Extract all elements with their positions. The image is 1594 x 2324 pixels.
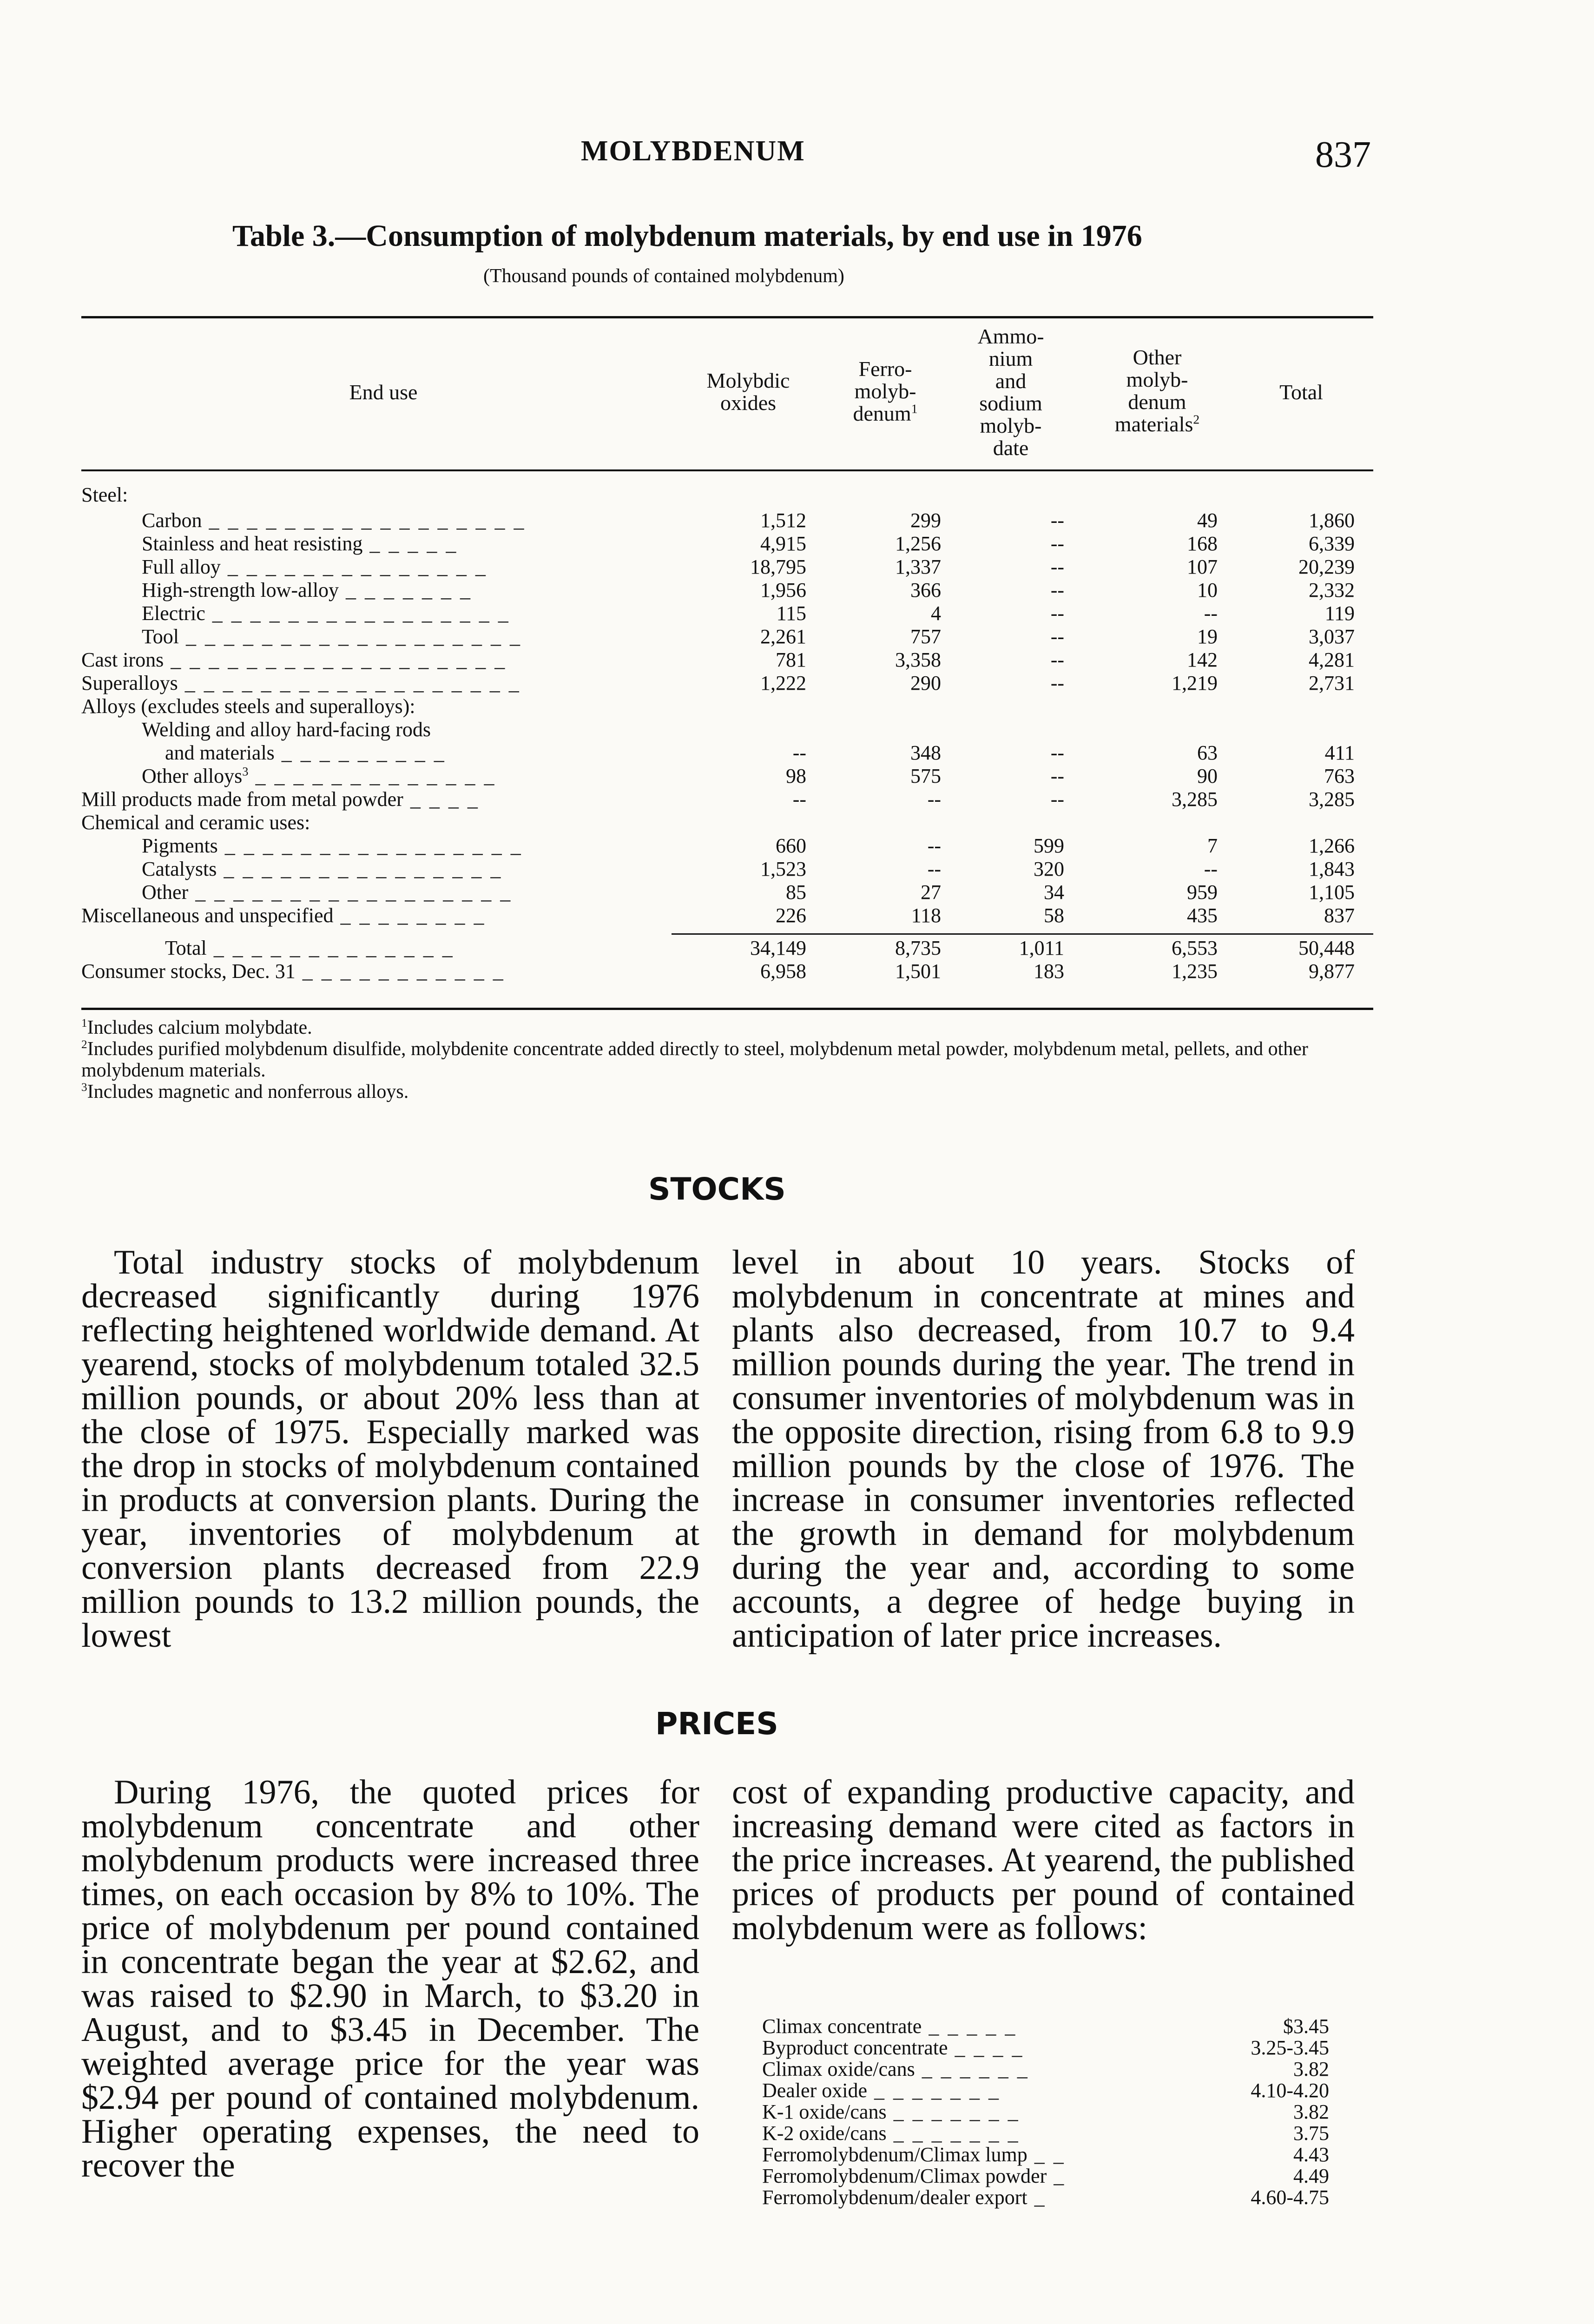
table-cell: 1,523 xyxy=(760,858,806,880)
table-cell: -- xyxy=(1050,648,1064,671)
table-cell: 1,256 xyxy=(895,532,941,555)
table-cell: 3,358 xyxy=(895,648,941,671)
table-row-label: Superalloys _ _ _ _ _ _ _ _ _ _ _ _ _ _ _ _ _ _ xyxy=(81,672,521,694)
table-cell: 1,512 xyxy=(760,509,806,532)
leader-dots: _ _ _ _ _ xyxy=(362,532,458,555)
header-ferromolybdenum: Ferro- molyb- denum$^1$ xyxy=(853,357,918,425)
table-row-label: High-strength low-alloy _ _ _ _ _ _ _ xyxy=(142,579,473,601)
leader-dots: _ _ _ _ _ _ _ _ _ _ _ _ _ _ _ _ _ xyxy=(188,881,513,904)
table-row-label: Welding and alloy hard-facing rods xyxy=(142,718,431,741)
price-item-value: 3.82 xyxy=(1293,2058,1329,2080)
table-cell: 411 xyxy=(1324,741,1355,764)
header-end-use: End use xyxy=(349,380,418,404)
table-row-label: Carbon _ _ _ _ _ _ _ _ _ _ _ _ _ _ _ _ _ xyxy=(142,509,526,532)
table-cell: 3,285 xyxy=(1172,788,1218,811)
price-item-value: 4.10-4.20 xyxy=(1251,2079,1329,2102)
table-cell: 183 xyxy=(1034,960,1064,983)
price-item-label: Ferromolybdenum/Climax powder _ xyxy=(762,2165,1066,2187)
leader-dots: _ _ _ _ _ _ _ xyxy=(867,2079,1001,2102)
table-cell: 6,339 xyxy=(1309,532,1355,555)
table-cell: 575 xyxy=(910,765,941,787)
stocks-right-column: level in about 10 years. Stocks of molybdenum in concentrate at mines and plants also decreased, from 10.7 to 9.4 million pounds during the year. The trend in consumer inventories of molybdenum was in the opposite direction, rising from 6.8 to 9.9 million pounds by the close of 1976. The increase in consumer inventories reflected the growth in demand for molybdenum during the year and, according to some accounts, a degree of hedge buying in anticipation of later price increases. xyxy=(732,1243,1355,1655)
table-row-label: and materials _ _ _ _ _ _ _ _ _ xyxy=(165,741,446,764)
table-row-label: Consumer stocks, Dec. 31 _ _ _ _ _ _ _ _ _ _ _ xyxy=(81,960,505,983)
table-cell: 8,735 xyxy=(895,937,941,959)
leader-dots: _ _ _ _ _ _ _ _ _ _ _ _ _ _ _ _ _ _ xyxy=(179,625,522,648)
table-cell: 299 xyxy=(910,509,941,532)
table-cell: 1,501 xyxy=(895,960,941,983)
table-row-label: Miscellaneous and unspecified _ _ _ _ _ _ _ _ xyxy=(81,904,486,927)
table-cell: 763 xyxy=(1324,765,1355,787)
table-cell: 348 xyxy=(910,741,941,764)
table-row-label: Other _ _ _ _ _ _ _ _ _ _ _ _ _ _ _ _ _ xyxy=(142,881,513,904)
table-cell: -- xyxy=(927,858,941,880)
table-bottom-rule xyxy=(81,1008,1373,1010)
total-column-rule xyxy=(672,933,1373,935)
leader-dots: _ _ _ _ _ _ _ _ _ _ _ _ _ _ _ _ _ _ xyxy=(178,672,521,694)
table-cell: -- xyxy=(1050,788,1064,811)
table-cell: 599 xyxy=(1034,834,1064,857)
leader-dots: _ _ _ _ _ _ _ xyxy=(886,2100,1020,2123)
header-other-molybdenum-materials: Other molyb- denum materials$^2$ xyxy=(1114,345,1200,436)
leader-dots: _ _ _ _ _ _ _ _ xyxy=(333,904,486,927)
table-cell: 366 xyxy=(910,579,941,601)
price-item-value: $3.45 xyxy=(1283,2015,1329,2038)
table-cell: 6,958 xyxy=(760,960,806,983)
table-cell: 7 xyxy=(1207,834,1218,857)
table-cell: -- xyxy=(1050,602,1064,625)
table-cell: 2,731 xyxy=(1309,672,1355,694)
table-cell: 1,956 xyxy=(760,579,806,601)
table-row-label: Tool _ _ _ _ _ _ _ _ _ _ _ _ _ _ _ _ _ _ xyxy=(142,625,522,648)
leader-dots: _ _ _ _ _ _ _ _ _ _ _ _ _ xyxy=(206,937,454,959)
table-cell: 3,037 xyxy=(1309,625,1355,648)
table-cell: 6,553 xyxy=(1172,937,1218,959)
table-cell: 290 xyxy=(910,672,941,694)
table-cell: 115 xyxy=(776,602,806,625)
price-item-label: Dealer oxide _ _ _ _ _ _ _ xyxy=(762,2079,1001,2102)
footnote-3: $^3$Includes magnetic and nonferrous alloys. xyxy=(81,1081,409,1103)
table-cell: 959 xyxy=(1187,881,1218,904)
table-title: Table 3.—Consumption of molybdenum materials, by end use in 1976 xyxy=(232,219,1142,253)
table-cell: -- xyxy=(927,788,941,811)
leader-dots: _ _ _ _ xyxy=(403,788,480,811)
table-cell: 226 xyxy=(776,904,806,927)
table-cell: 3,285 xyxy=(1309,788,1355,811)
table-cell: -- xyxy=(792,788,806,811)
table-cell: 660 xyxy=(776,834,806,857)
leader-dots: _ xyxy=(1027,2186,1047,2209)
table-cell: 142 xyxy=(1187,648,1218,671)
table-cell: -- xyxy=(1050,509,1064,532)
table-cell: -- xyxy=(1204,602,1218,625)
prices-right-column: cost of expanding productive capacity, and increasing demand were cited as factors in the price increases. At yearend, the published prices of products per pound of contained molybdenum were as follows: xyxy=(732,1773,1355,1947)
table-cell: 1,222 xyxy=(760,672,806,694)
table-cell: -- xyxy=(1050,532,1064,555)
table-cell: -- xyxy=(1050,765,1064,787)
table-cell: 4 xyxy=(931,602,941,625)
table-cell: 19 xyxy=(1197,625,1218,648)
leader-dots: _ _ _ _ _ _ _ _ _ _ _ _ _ _ _ xyxy=(217,858,503,880)
table-cell: 435 xyxy=(1187,904,1218,927)
table-row-label: Total _ _ _ _ _ _ _ _ _ _ _ _ _ xyxy=(165,937,454,959)
table-row-label: Steel: xyxy=(81,483,128,506)
table-header-rule xyxy=(81,469,1373,471)
footnote-2: $^2$Includes purified molybdenum disulfide, molybdenite concentrate added directly to steel, molybdenum metal powder, molybdenum metal, pellets, and other molybdenum materials. xyxy=(81,1038,1308,1081)
table-cell: 50,448 xyxy=(1298,937,1355,959)
leader-dots: _ _ _ _ _ _ _ _ _ xyxy=(274,741,446,764)
table-cell: 90 xyxy=(1197,765,1218,787)
price-item-label: Climax concentrate _ _ _ _ _ xyxy=(762,2015,1017,2038)
footnote-1: $^1$Includes calcium molybdate. xyxy=(81,1017,312,1038)
header-molybdic-oxides: Molybdic oxides xyxy=(706,369,790,415)
table-cell: 1,219 xyxy=(1172,672,1218,694)
price-item-label: K-1 oxide/cans _ _ _ _ _ _ _ xyxy=(762,2100,1020,2123)
table-cell: 10 xyxy=(1197,579,1218,601)
price-item-label: K-2 oxide/cans _ _ _ _ _ _ _ xyxy=(762,2122,1020,2145)
table-row-label: Chemical and ceramic uses: xyxy=(81,811,310,834)
table-cell: 49 xyxy=(1197,509,1218,532)
table-cell: 1,235 xyxy=(1172,960,1218,983)
table-cell: 837 xyxy=(1324,904,1355,927)
table-cell: 63 xyxy=(1197,741,1218,764)
table-cell: 1,337 xyxy=(895,555,941,578)
table-cell: 20,239 xyxy=(1298,555,1355,578)
table-cell: 320 xyxy=(1034,858,1064,880)
table-cell: 2,261 xyxy=(760,625,806,648)
table-cell: -- xyxy=(927,834,941,857)
header-ammonium-molybdate: Ammo- nium and sodium molyb- date xyxy=(977,324,1044,460)
table-row-label: Stainless and heat resisting _ _ _ _ _ xyxy=(142,532,458,555)
table-cell: 85 xyxy=(786,881,806,904)
prices-left-column: During 1976, the quoted prices for molybdenum concentrate and other molybdenum products were increased three times, on each occasion by 8% to 10%. The price of molybdenum per pound contained in concentrate began the year at $2.62, and was raised to $2.90 in March, to $3.20 in August, and to $3.45 in December. The weighted average price for the year was $2.94 per pound of contained molybdenum. Higher operating expenses, the need to recover the xyxy=(81,1773,699,2185)
running-head: MOLYBDENUM xyxy=(581,135,805,167)
table-top-rule xyxy=(81,316,1373,318)
table-cell: -- xyxy=(1050,625,1064,648)
table-cell: 1,266 xyxy=(1309,834,1355,857)
price-item-value: 3.82 xyxy=(1293,2100,1329,2123)
table-row-label: Alloys (excludes steels and superalloys): xyxy=(81,695,415,718)
leader-dots: _ _ _ _ _ _ _ _ _ _ _ _ _ xyxy=(248,765,496,787)
table-cell: -- xyxy=(1050,741,1064,764)
price-item-value: 4.43 xyxy=(1293,2143,1329,2166)
table-cell: 1,860 xyxy=(1309,509,1355,532)
leader-dots: _ _ _ _ xyxy=(948,2036,1024,2059)
price-item-label: Ferromolybdenum/Climax lump _ _ xyxy=(762,2143,1066,2166)
table-cell: -- xyxy=(792,741,806,764)
leader-dots: _ _ xyxy=(1027,2143,1066,2166)
price-item-label: Climax oxide/cans _ _ _ _ _ _ xyxy=(762,2058,1029,2080)
table-cell: -- xyxy=(1050,672,1064,694)
table-row-label: Other alloys$^3$ _ _ _ _ _ _ _ _ _ _ _ _ _ xyxy=(142,764,496,787)
price-item-value: 4.49 xyxy=(1293,2165,1329,2187)
table-cell: 757 xyxy=(910,625,941,648)
table-subtitle: (Thousand pounds of contained molybdenum) xyxy=(483,265,844,287)
table-row-label: Full alloy _ _ _ _ _ _ _ _ _ _ _ _ _ _ xyxy=(142,555,487,578)
prices-heading: PRICES xyxy=(655,1706,778,1742)
table-row-label: Pigments _ _ _ _ _ _ _ _ _ _ _ _ _ _ _ _ xyxy=(142,834,523,857)
leader-dots: _ _ _ _ _ _ _ xyxy=(886,2122,1020,2145)
price-item-value: 3.75 xyxy=(1293,2122,1329,2145)
stocks-left-column: Total industry stocks of molybdenum decreased significantly during 1976 reflecting heightened worldwide demand. At yearend, stocks of molybdenum totaled 32.5 million pounds, or about 20% less than at the close of 1975. Especially marked was the drop in stocks of molybdenum contained in products at conversion plants. During the year, inventories of molybdenum at conversion plants decreased from 22.9 million pounds to 13.2 million pounds, the lowest xyxy=(81,1243,699,1655)
table-row-label: Mill products made from metal powder _ _ _ _ xyxy=(81,788,480,811)
leader-dots: _ xyxy=(1047,2165,1066,2187)
table-cell: 119 xyxy=(1324,602,1355,625)
leader-dots: _ _ _ _ _ xyxy=(922,2015,1017,2038)
table-cell: 4,281 xyxy=(1309,648,1355,671)
table-cell: 34,149 xyxy=(750,937,806,959)
table-cell: -- xyxy=(1204,858,1218,880)
table-cell: 9,877 xyxy=(1309,960,1355,983)
leader-dots: _ _ _ _ _ _ xyxy=(915,2058,1029,2080)
price-item-label: Byproduct concentrate _ _ _ _ xyxy=(762,2036,1024,2059)
table-cell: 781 xyxy=(776,648,806,671)
table-cell: 118 xyxy=(911,904,941,927)
stocks-heading: STOCKS xyxy=(648,1171,786,1207)
table-cell: 1,105 xyxy=(1309,881,1355,904)
leader-dots: _ _ _ _ _ _ _ _ _ _ _ xyxy=(295,960,505,983)
table-cell: 107 xyxy=(1187,555,1218,578)
table-cell: 1,843 xyxy=(1309,858,1355,880)
table-row-label: Catalysts _ _ _ _ _ _ _ _ _ _ _ _ _ _ _ xyxy=(142,858,503,880)
leader-dots: _ _ _ _ _ _ _ _ _ _ _ _ _ _ _ _ xyxy=(217,834,523,857)
table-cell: 18,795 xyxy=(750,555,806,578)
leader-dots: _ _ _ _ _ _ _ _ _ _ _ _ _ _ _ _ _ _ xyxy=(164,648,507,671)
leader-dots: _ _ _ _ _ _ _ _ _ _ _ _ _ _ xyxy=(220,555,487,578)
table-cell: 98 xyxy=(786,765,806,787)
price-item-label: Ferromolybdenum/dealer export _ xyxy=(762,2186,1047,2209)
table-row-label: Electric _ _ _ _ _ _ _ _ _ _ _ _ _ _ _ _ xyxy=(142,602,510,625)
header-total: Total xyxy=(1279,380,1323,404)
table-cell: 2,332 xyxy=(1309,579,1355,601)
page-number: 837 xyxy=(1315,134,1371,175)
table-cell: 1,011 xyxy=(1019,937,1064,959)
table-cell: 4,915 xyxy=(760,532,806,555)
leader-dots: _ _ _ _ _ _ _ xyxy=(339,579,473,601)
leader-dots: _ _ _ _ _ _ _ _ _ _ _ _ _ _ _ _ _ xyxy=(202,509,526,532)
table-row-label: Cast irons _ _ _ _ _ _ _ _ _ _ _ _ _ _ _ _ _ _ xyxy=(81,648,507,671)
table-cell: -- xyxy=(1050,579,1064,601)
leader-dots: _ _ _ _ _ _ _ _ _ _ _ _ _ _ _ _ xyxy=(205,602,510,625)
table-cell: 168 xyxy=(1187,532,1218,555)
table-cell: -- xyxy=(1050,555,1064,578)
price-item-value: 4.60-4.75 xyxy=(1251,2186,1329,2209)
table-cell: 27 xyxy=(921,881,941,904)
table-cell: 34 xyxy=(1044,881,1064,904)
table-cell: 58 xyxy=(1044,904,1064,927)
price-item-value: 3.25-3.45 xyxy=(1251,2036,1329,2059)
